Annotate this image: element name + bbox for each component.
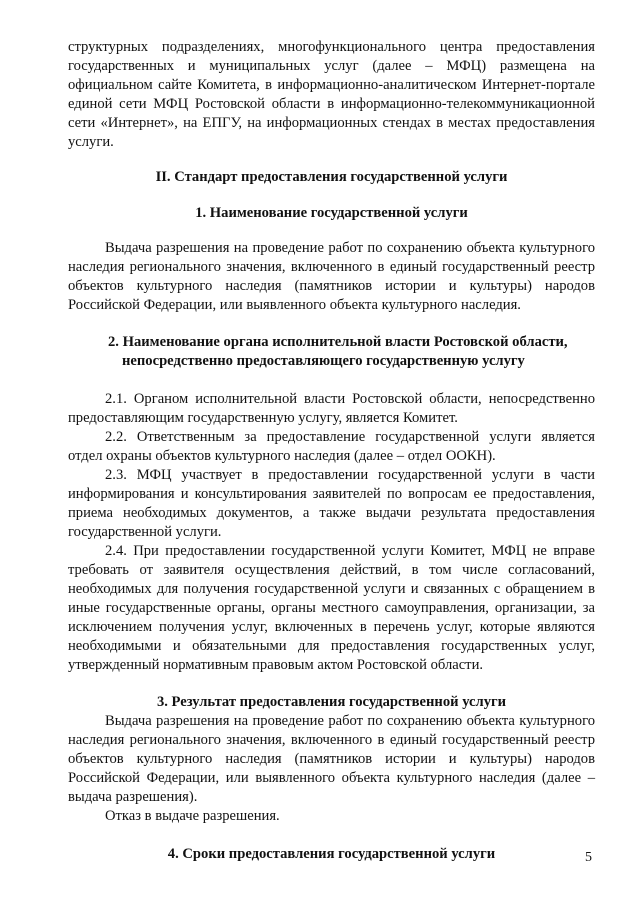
paragraph-2-3: 2.3. МФЦ участвует в предоставлении государственной услуги в части информирования и консультирования заявителей по вопросам ее предоставления, приема необходимых документов, а также выдачи результата предоставления государственной услуги. bbox=[68, 467, 595, 540]
paragraph-result-1: Выдача разрешения на проведение работ по сохранению объекта культурного наследия регионального значения, включенного в единый государственный реестр объектов культурного наследия (памятников истории и культуры) народов Российской Федерации, или выявленного объекта культурного наследия (далее – выдача разрешения). bbox=[68, 713, 595, 805]
paragraph-2-1: 2.1. Органом исполнительной власти Ростовской области, непосредственно предоставляющим государственную услугу, является Комитет. bbox=[68, 391, 595, 426]
heading-service-terms: 4. Сроки предоставления государственной услуги bbox=[167, 846, 496, 862]
heading-executive-body bbox=[68, 333, 595, 371]
paragraph-2-4: 2.4. При предоставлении государственной услуги Комитет, МФЦ не вправе требовать от заявителя осуществления действий, в том числе согласований, необходимых для получения государственной услуги и связанных с обращением в иные государственные органы, органы местного самоуправления, организации, за исключением получения услуг, включенных в перечень услуг, которые являются необходимыми и обязательными для предоставления государственных услуг, утвержденный нормативным правовым актом Ростовской области. bbox=[68, 543, 595, 673]
heading-executive-body-line1: 2. Наименование органа исполнительной власти Ростовской области, bbox=[108, 334, 568, 350]
heading-service-result: 3. Результат предоставления государственной услуги bbox=[156, 694, 507, 710]
paragraph-service-name: Выдача разрешения на проведение работ по сохранению объекта культурного наследия регионального значения, включенного в единый государственный реестр объектов культурного наследия (памятников истории и культуры) народов Российской Федерации, или выявленного объекта культурного наследия. bbox=[68, 240, 595, 313]
paragraph-result-2: Отказ в выдаче разрешения. bbox=[105, 808, 280, 824]
page-number: 5 bbox=[585, 850, 592, 865]
section-heading-standard: II. Стандарт предоставления государственной услуги bbox=[155, 169, 508, 185]
intro-paragraph: структурных подразделениях, многофункционального центра предоставления государственных и муниципальных услуг (далее – МФЦ) размещена на официальном сайте Комитета, в информационно-аналитическом Интернет-портале единой сети МФЦ Ростовской области в информационно-телекоммуникационной сети «Интернет», на ЕПГУ, на информационных стендах в местах предоставления услуги. bbox=[68, 39, 595, 150]
paragraph-2-2: 2.2. Ответственным за предоставление государственной услуги является отдел охраны объектов культурного наследия (далее – отдел ООКН). bbox=[68, 429, 595, 464]
heading-service-name: 1. Наименование государственной услуги bbox=[195, 205, 468, 221]
heading-executive-body-line2: непосредственно предоставляющего государственную услугу bbox=[122, 353, 525, 369]
document-page bbox=[68, 38, 595, 864]
